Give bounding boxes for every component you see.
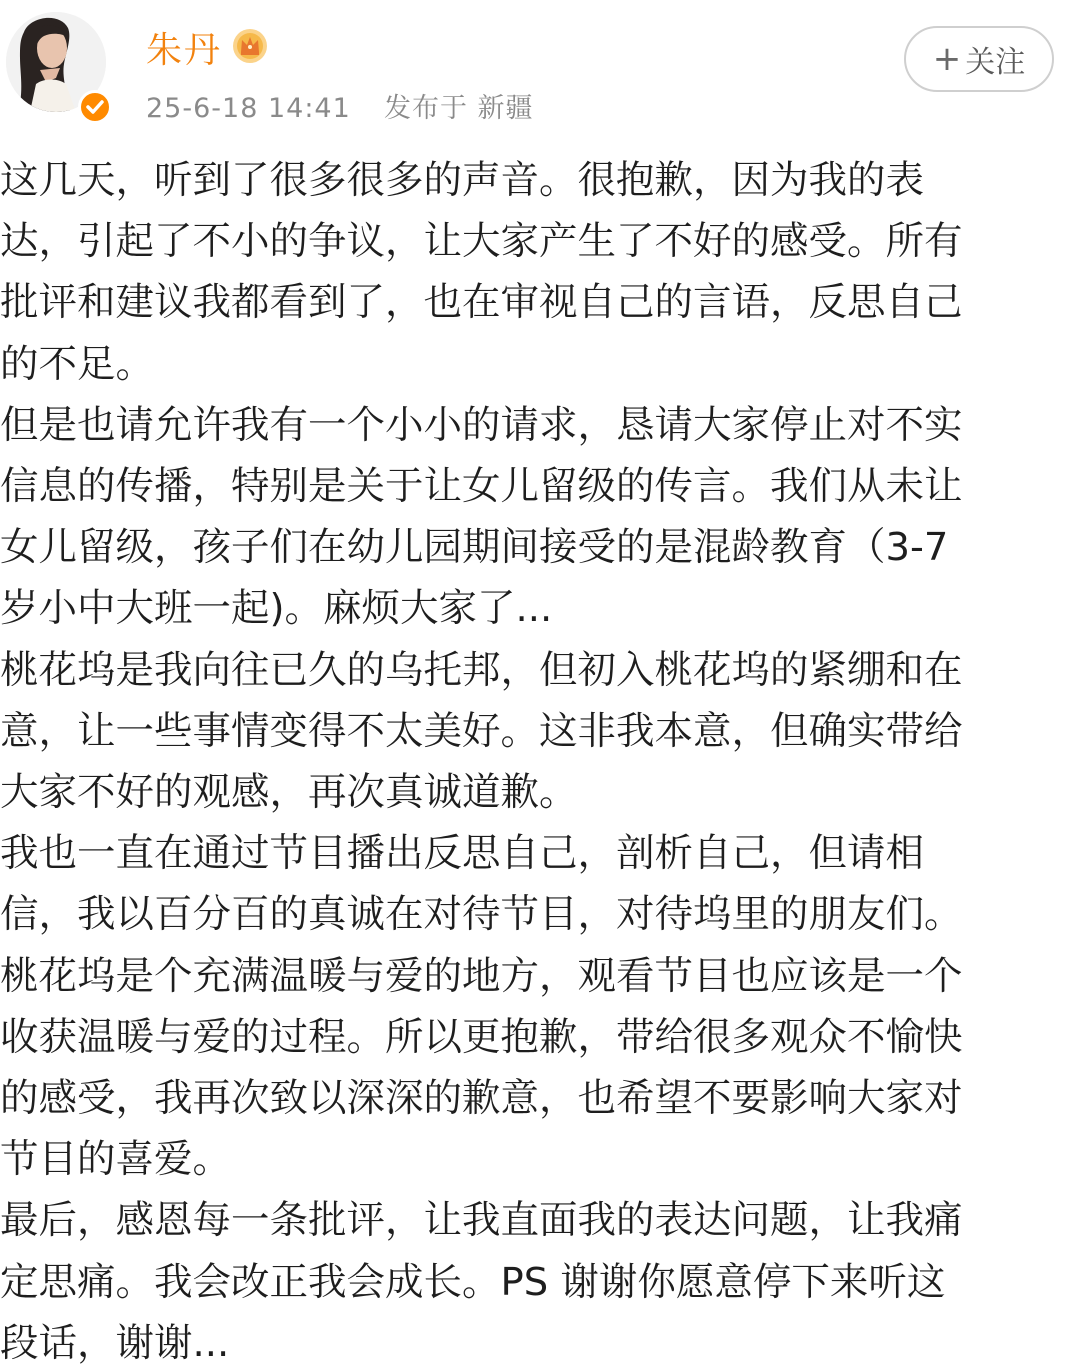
post-line: 信，我以百分百的真诚在对待节目，对待坞里的朋友们。 [0,892,963,938]
post-line: 意，让一些事情变得不太美好。这非我本意，但确实带给 [0,708,963,754]
post-line: 的不足。 [0,341,155,387]
post-line: 女儿留级，孩子们在幼儿园期间接受的是混龄教育（3-7 [0,525,949,571]
post-line: 但是也请允许我有一个小小的请求，恳请大家停止对不实 [0,402,963,448]
post-line: 信息的传播，特别是关于让女儿留级的传言。我们从未让 [0,464,963,510]
post-timestamp: 25-6-18 14:41 [146,93,351,124]
post-line: 岁小中大班一起)。麻烦大家了... [0,586,553,632]
post-line: 的感受，我再次致以深深的歉意，也希望不要影响大家对 [0,1076,963,1122]
follow-button[interactable] [904,26,1054,92]
post-line: 我也一直在通过节目播出反思自己，剖析自己，但请相 [0,831,925,877]
plus-icon: + [932,39,962,79]
post-line: 节目的喜爱。 [0,1137,232,1183]
post-content [0,150,1062,1370]
post-line: 定思痛。我会改正我会成长。PS 谢谢你愿意停下来听这 [0,1259,946,1305]
post-line: 桃花坞是个充满温暖与爱的地方，观看节目也应该是一个 [0,953,963,999]
verified-check-icon [78,90,112,124]
post-line: 收获温暖与爱的过程。所以更抱歉，带给很多观众不愉快 [0,1014,963,1060]
post-line: 最后，感恩每一条批评，让我直面我的表达问题，让我痛 [0,1198,963,1244]
post-meta [146,86,534,125]
post-location: 发布于 新疆 [383,93,534,124]
follow-label: 关注 [965,45,1026,80]
post-line: 达，引起了不小的争议，让大家产生了不好的感受。所有 [0,219,963,265]
post-line: 桃花坞是我向往已久的乌托邦，但初入桃花坞的紧绷和在 [0,647,963,693]
avatar[interactable] [6,12,106,120]
post-line: 批评和建议我都看到了，也在审视自己的言语，反思自己 [0,280,963,326]
post-header [0,0,1080,140]
post-line: 段话，谢谢... [0,1320,230,1366]
post-line: 大家不好的观感，再次真诚道歉。 [0,770,578,816]
crown-badge-icon[interactable] [230,26,270,64]
post-line: 这几天，听到了很多很多的声音。很抱歉，因为我的表 [0,158,925,203]
author-name[interactable]: 朱丹 [146,30,223,71]
